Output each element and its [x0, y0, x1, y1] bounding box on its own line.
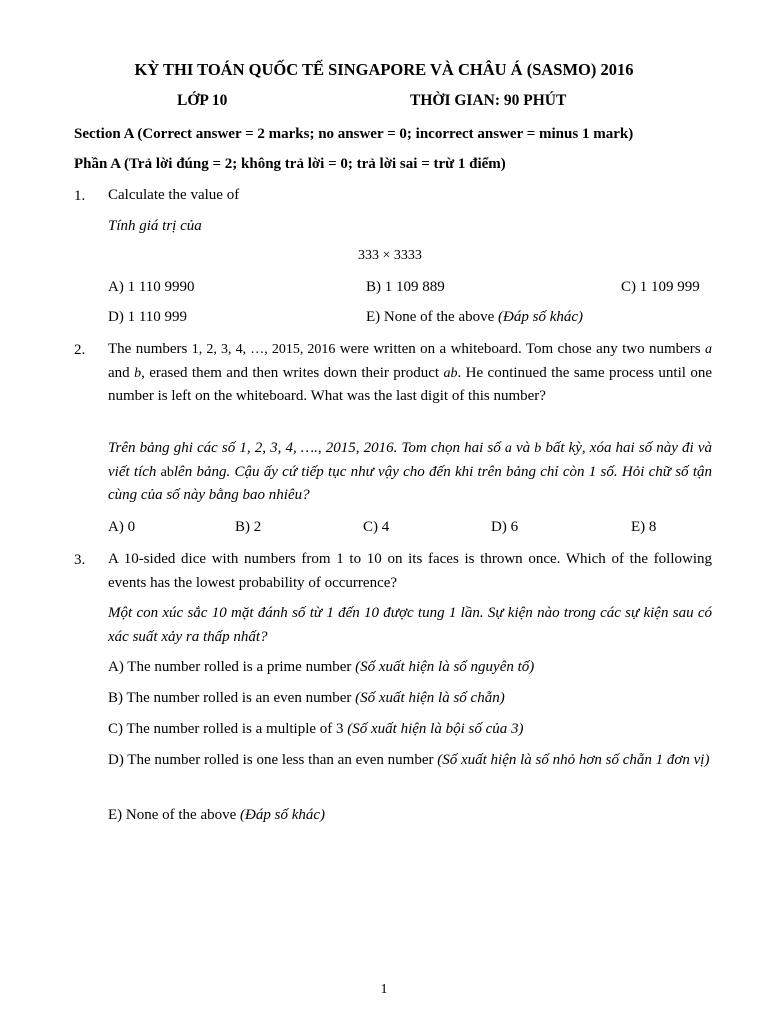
question-text-en: Calculate the value of: [108, 187, 240, 203]
option-e: E) None of the above (Đáp số khác): [108, 807, 326, 823]
option-d: D) 6: [491, 519, 519, 535]
var-ab: ab: [443, 365, 458, 381]
option-a: A) 1 110 9990: [108, 279, 195, 295]
option-c: C) The number rolled is a multiple of 3 (Số xuất hiện là bội số của 3): [108, 721, 524, 737]
option-c: C) 1 109 999: [621, 279, 700, 295]
option-e-en: E) None of the above: [366, 309, 495, 325]
option-e: [366, 309, 583, 326]
number-list: 1, 2, 3, 4, …, 2015, 2016: [191, 342, 336, 357]
option-e: E) 8: [631, 519, 657, 535]
question-text-en: A 10-sided dice with numbers from 1 to 10 on its faces is thrown once. Which of the following events has the lowest probability of occurrence?: [108, 551, 712, 591]
question-number: 2.: [74, 342, 86, 358]
page-number: 1: [380, 982, 388, 997]
option-b: B) The number rolled is an even number (Số xuất hiện là số chẵn): [108, 690, 505, 706]
var-b: b: [134, 365, 142, 381]
question-text-en: The numbers 1, 2, 3, 4, …, 2015, 2016 were written on a whiteboard. Tom chose any two numbers a and b, erased them and then writes down their product ab. He continued the same process until one number is left on the whiteboard. What was the last digit of this number?: [108, 341, 712, 404]
grade-label: LỚP 10: [177, 92, 228, 109]
question-text-vn: Tính giá trị của: [108, 218, 202, 234]
section-instructions-vn: Phần A (Trả lời đúng = 2; không trả lời = 0; trả lời sai = trừ 1 điểm): [74, 156, 506, 172]
section-instructions-en: Section A (Correct answer = 2 marks; no answer = 0; incorrect answer = minus 1 mark): [74, 126, 634, 142]
question-text-vn: Một con xúc sắc 10 mặt đánh số từ 1 đến 10 được tung 1 lần. Sự kiện nào trong các sự kiện sau có xác suất xảy ra thấp nhất?: [108, 605, 712, 645]
option-d: D) The number rolled is one less than an even number (Số xuất hiện là số nhỏ hơn số chẵn 1 đơn vị): [108, 752, 710, 768]
option-b: B) 1 109 889: [366, 279, 445, 295]
option-a: A) 0: [108, 519, 136, 535]
time-label: THỜI GIAN: 90 PHÚT: [410, 92, 567, 109]
option-d: D) 1 110 999: [108, 309, 188, 325]
option-c: C) 4: [363, 519, 390, 535]
option-b: B) 2: [235, 519, 262, 535]
option-e-vn: (Đáp số khác): [498, 309, 584, 325]
var-a: a: [705, 342, 712, 357]
question-number: 1.: [74, 188, 86, 204]
math-expression: 333 × 3333: [358, 248, 422, 263]
exam-title: KỲ THI TOÁN QUỐC TẾ SINGAPORE VÀ CHÂU Á (SASMO) 2016: [134, 60, 634, 79]
question-text-vn: Trên bảng ghi các số 1, 2, 3, 4, …., 2015, 2016. Tom chọn hai số a và b bất kỳ, xóa hai số này đi và viết tích ablên bảng. Cậu ấy cứ tiếp tục như vậy cho đến khi trên bảng chỉ còn 1 số. Hỏi chữ số tận cùng của số này bằng bao nhiêu?: [108, 440, 712, 503]
question-number: 3.: [74, 552, 86, 568]
option-a: A) The number rolled is a prime number (Số xuất hiện là số nguyên tố): [108, 659, 535, 675]
